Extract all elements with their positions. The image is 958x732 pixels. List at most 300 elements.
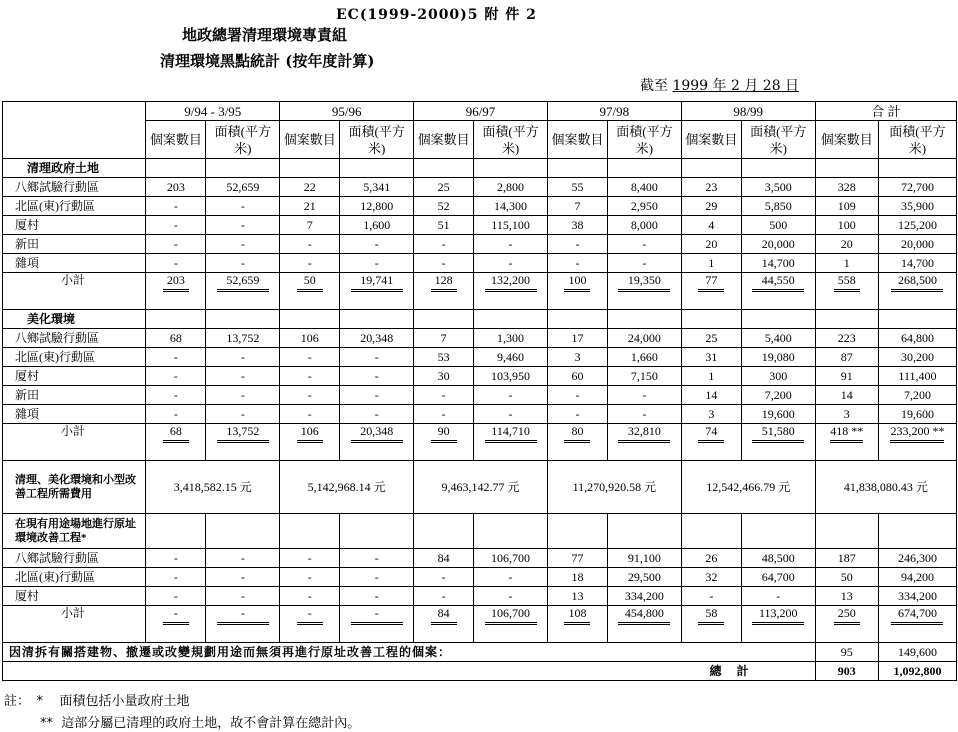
value-cell: 30 (414, 367, 474, 386)
value-cell: - (474, 405, 548, 424)
value-cell: - (280, 386, 340, 405)
value-cell: 20,348 (340, 329, 414, 348)
subtotal-value: 32,810 (618, 424, 670, 443)
value-cell: - (414, 254, 474, 273)
subtotal-label: 小計 (3, 606, 146, 643)
subtotal-cell (340, 606, 414, 643)
subtotal-value: 106 (297, 424, 323, 443)
value-cell: 91,100 (608, 549, 682, 568)
value-cell: 246,300 (878, 549, 956, 568)
value-cell: 64,800 (878, 329, 956, 348)
cases-header: 個案數目 (414, 121, 474, 159)
value-cell: 115,100 (474, 216, 548, 235)
subtotal-cell (340, 424, 414, 461)
note-2-text: 這部分屬已清理的政府土地，故不會計算在總計內。 (61, 716, 361, 731)
value-cell: 17 (547, 329, 607, 348)
cost-row (3, 461, 957, 514)
subtotal-label: 小計 (3, 424, 146, 461)
value-cell: - (206, 216, 280, 235)
value-cell: 64,700 (741, 568, 815, 587)
value-cell: 52,659 (206, 178, 280, 197)
subtotal-value: 674,700 (891, 606, 943, 625)
value-cell: 53 (414, 348, 474, 367)
value-cell: - (608, 235, 682, 254)
empty-cell (414, 310, 474, 329)
value-cell: 100 (815, 216, 878, 235)
header-columns-row (3, 121, 957, 159)
value-cell: 84 (414, 549, 474, 568)
row-label: 八鄉試驗行動區 (3, 549, 146, 568)
section-title-row (3, 159, 957, 178)
as-of-date-value: 1999 年 2 月 28 日 (672, 78, 800, 94)
value-cell: 3,500 (741, 178, 815, 197)
empty-cell (681, 514, 741, 549)
value-cell: 31 (681, 348, 741, 367)
value-cell: 7 (414, 329, 474, 348)
row-label: 厦村 (3, 216, 146, 235)
value-cell: - (681, 587, 741, 606)
value-cell: - (340, 549, 414, 568)
empty-cell (815, 514, 878, 549)
total-row (3, 662, 957, 681)
value-cell: - (280, 235, 340, 254)
row-label: 北區(東)行動區 (3, 348, 146, 367)
document-reference: EC(1999-2000)5 附 件 2 (336, 7, 537, 23)
subtotal-value: 106,700 (485, 606, 537, 625)
subtotal-value: 132,200 (485, 273, 537, 292)
value-cell: - (206, 549, 280, 568)
value-cell: 8,000 (608, 216, 682, 235)
subtotal-cell (815, 424, 878, 461)
value-cell: 68 (146, 329, 206, 348)
subtotal-value: 52,659 (217, 273, 269, 292)
cost-value: 11,270,920.58 元 (547, 461, 681, 514)
value-cell: - (206, 348, 280, 367)
subtotal-cell (741, 424, 815, 461)
value-cell: - (608, 386, 682, 405)
subtotal-cell (878, 424, 956, 461)
subtotal-row (3, 424, 957, 461)
value-cell: - (474, 568, 548, 587)
value-cell: - (146, 348, 206, 367)
subtotal-cell (608, 273, 682, 310)
value-cell: 14,700 (878, 254, 956, 273)
subtotal-value: 51,580 (752, 424, 804, 443)
value-cell: 19,080 (741, 348, 815, 367)
row-label: 厦村 (3, 587, 146, 606)
subtotal-cell (547, 424, 607, 461)
value-cell: - (414, 235, 474, 254)
value-cell: 3 (547, 348, 607, 367)
as-of-date (640, 75, 799, 95)
subtotal-value: 13,752 (217, 424, 269, 443)
table-row (3, 197, 957, 216)
value-cell: - (340, 348, 414, 367)
subtotal-cell (414, 424, 474, 461)
subtotal-value: - (217, 606, 269, 625)
value-cell: 4 (681, 216, 741, 235)
value-cell: - (206, 405, 280, 424)
empty-cell (206, 514, 280, 549)
value-cell: 19,600 (741, 405, 815, 424)
value-cell: 203 (146, 178, 206, 197)
row-label: 新田 (3, 386, 146, 405)
period-header: 合 計 (815, 102, 956, 121)
subtotal-value: 108 (564, 606, 590, 625)
value-cell: 30,200 (878, 348, 956, 367)
subtotal-cell (681, 606, 741, 643)
subtotal-value: 58 (698, 606, 724, 625)
value-cell: - (206, 197, 280, 216)
empty-cell (608, 514, 682, 549)
cost-value: 3,418,582.15 元 (146, 461, 280, 514)
value-cell: 87 (815, 348, 878, 367)
subtotal-value: 114,710 (485, 424, 537, 443)
subtotal-cell (414, 606, 474, 643)
empty-cell (280, 159, 340, 178)
empty-cell (206, 159, 280, 178)
cost-value: 5,142,968.14 元 (280, 461, 414, 514)
value-cell: - (280, 405, 340, 424)
cases-header: 個案數目 (146, 121, 206, 159)
value-cell: 500 (741, 216, 815, 235)
value-cell: 32 (681, 568, 741, 587)
subtotal-cell (414, 273, 474, 310)
note-2 (40, 712, 360, 731)
note-1-mark: 註： * (4, 694, 44, 709)
empty-cell (340, 514, 414, 549)
cases-header: 個案數目 (280, 121, 340, 159)
subtotal-value: - (297, 606, 323, 625)
area-header: 面積(平方米) (474, 121, 548, 159)
table-row (3, 367, 957, 386)
value-cell: - (608, 405, 682, 424)
value-cell: 334,200 (608, 587, 682, 606)
value-cell: 14,300 (474, 197, 548, 216)
subtotal-value: 20,348 (351, 424, 403, 443)
value-cell: 7,200 (741, 386, 815, 405)
value-cell: 2,800 (474, 178, 548, 197)
value-cell: 1 (815, 254, 878, 273)
value-cell: 14 (681, 386, 741, 405)
value-cell: 187 (815, 549, 878, 568)
period-header: 9/94 - 3/95 (146, 102, 280, 121)
empty-cell (741, 310, 815, 329)
subtotal-value: 233,200 ** (890, 424, 944, 443)
subtotal-cell (547, 606, 607, 643)
empty-cell (414, 159, 474, 178)
subtotal-value: - (163, 606, 189, 625)
table-row (3, 587, 957, 606)
value-cell: - (206, 254, 280, 273)
value-cell: 91 (815, 367, 878, 386)
value-cell: - (414, 568, 474, 587)
value-cell: - (206, 367, 280, 386)
empty-cell (878, 159, 956, 178)
value-cell: - (340, 235, 414, 254)
value-cell: 7 (547, 197, 607, 216)
value-cell: - (280, 568, 340, 587)
value-cell: 50 (815, 568, 878, 587)
subtotal-cell (280, 424, 340, 461)
subtotal-value: 113,200 (752, 606, 804, 625)
value-cell: 35,900 (878, 197, 956, 216)
period-header: 96/97 (414, 102, 548, 121)
subtotal-value: 250 (834, 606, 860, 625)
value-cell: 60 (547, 367, 607, 386)
value-cell: - (414, 587, 474, 606)
area-header: 面積(平方米) (608, 121, 682, 159)
value-cell: - (608, 254, 682, 273)
header-periods-row (3, 102, 957, 121)
value-cell: 77 (547, 549, 607, 568)
value-cell: 21 (280, 197, 340, 216)
value-cell: 3 (681, 405, 741, 424)
empty-cell (878, 514, 956, 549)
empty-cell (741, 514, 815, 549)
period-header: 98/99 (681, 102, 815, 121)
value-cell: 48,500 (741, 549, 815, 568)
value-cell: 20,000 (741, 235, 815, 254)
value-cell: 1,600 (340, 216, 414, 235)
demolish-row (3, 643, 957, 662)
empty-cell (474, 159, 548, 178)
value-cell: - (280, 348, 340, 367)
table-row (3, 348, 957, 367)
section-title: 美化環境 (3, 310, 146, 329)
row-label: 雜項 (3, 254, 146, 273)
subtotal-cell (608, 424, 682, 461)
subtotal-cell (146, 606, 206, 643)
row-label: 八鄉試驗行動區 (3, 178, 146, 197)
row-label: 新田 (3, 235, 146, 254)
value-cell: - (474, 386, 548, 405)
subtotal-value: 19,741 (351, 273, 403, 292)
value-cell: 5,341 (340, 178, 414, 197)
table-row (3, 549, 957, 568)
empty-cell (608, 159, 682, 178)
note-2-mark: ** (40, 716, 53, 731)
subtotal-value: 77 (698, 273, 724, 292)
value-cell: 103,950 (474, 367, 548, 386)
subtotal-value: 19,350 (618, 273, 670, 292)
empty-cell (340, 310, 414, 329)
subtotal-value: 454,800 (618, 606, 670, 625)
empty-cell (206, 310, 280, 329)
document-title: 清理環境黑點統計 (按年度計算) (160, 52, 375, 70)
value-cell: 23 (681, 178, 741, 197)
empty-cell (741, 159, 815, 178)
value-cell: 5,400 (741, 329, 815, 348)
period-header: 95/96 (280, 102, 414, 121)
table-row (3, 235, 957, 254)
subtotal-value: 418 ** (830, 424, 863, 443)
value-cell: - (280, 254, 340, 273)
empty-cell (146, 310, 206, 329)
value-cell: - (206, 587, 280, 606)
header-blank (3, 102, 146, 159)
empty-cell (146, 514, 206, 549)
subtotal-cell (608, 606, 682, 643)
as-of-prefix: 截至 (640, 78, 668, 94)
table-row (3, 405, 957, 424)
value-cell: 25 (414, 178, 474, 197)
subtotal-value: - (351, 606, 403, 625)
empty-cell (547, 310, 607, 329)
value-cell: - (414, 386, 474, 405)
value-cell: - (340, 367, 414, 386)
value-cell: - (280, 587, 340, 606)
value-cell: 106 (280, 329, 340, 348)
value-cell: 52 (414, 197, 474, 216)
table-row (3, 386, 957, 405)
value-cell: - (547, 405, 607, 424)
table-row (3, 178, 957, 197)
value-cell: 13 (547, 587, 607, 606)
row-label: 雜項 (3, 405, 146, 424)
subtotal-cell (146, 424, 206, 461)
value-cell: - (146, 367, 206, 386)
value-cell: - (280, 367, 340, 386)
row-label: 北區(東)行動區 (3, 197, 146, 216)
value-cell: 1 (681, 254, 741, 273)
value-cell: 29 (681, 197, 741, 216)
empty-cell (681, 310, 741, 329)
subtotal-value: 68 (163, 424, 189, 443)
value-cell: - (547, 386, 607, 405)
table-row (3, 568, 957, 587)
period-header: 97/98 (547, 102, 681, 121)
value-cell: - (340, 405, 414, 424)
value-cell: 55 (547, 178, 607, 197)
note-1 (4, 690, 190, 709)
value-cell: - (146, 587, 206, 606)
value-cell: 20,000 (878, 235, 956, 254)
cases-header: 個案數目 (815, 121, 878, 159)
subtotal-value: 203 (163, 273, 189, 292)
value-cell: - (206, 568, 280, 587)
total-cases: 903 (815, 662, 878, 681)
section-title: 在現有用途場地進行原址環境改善工程* (3, 514, 146, 549)
value-cell: 25 (681, 329, 741, 348)
value-cell: - (206, 235, 280, 254)
value-cell: 2,950 (608, 197, 682, 216)
value-cell: 106,700 (474, 549, 548, 568)
subtotal-cell (681, 424, 741, 461)
subtotal-cell (878, 273, 956, 310)
value-cell: - (146, 568, 206, 587)
subtotal-value: 80 (564, 424, 590, 443)
value-cell: - (547, 254, 607, 273)
value-cell: 1,300 (474, 329, 548, 348)
row-label: 北區(東)行動區 (3, 568, 146, 587)
subtotal-cell (206, 273, 280, 310)
value-cell: - (146, 235, 206, 254)
value-cell: 20 (681, 235, 741, 254)
table-row (3, 329, 957, 348)
value-cell: - (146, 254, 206, 273)
subtotal-cell (206, 606, 280, 643)
value-cell: 51 (414, 216, 474, 235)
total-area: 1,092,800 (878, 662, 956, 681)
empty-cell (474, 514, 548, 549)
value-cell: - (146, 549, 206, 568)
value-cell: 18 (547, 568, 607, 587)
value-cell: 7,150 (608, 367, 682, 386)
value-cell: 29,500 (608, 568, 682, 587)
subtotal-cell (474, 424, 548, 461)
empty-cell (280, 514, 340, 549)
value-cell: - (206, 386, 280, 405)
value-cell: 38 (547, 216, 607, 235)
value-cell: - (340, 386, 414, 405)
cost-value: 9,463,142.77 元 (414, 461, 548, 514)
value-cell: 3 (815, 405, 878, 424)
empty-cell (815, 310, 878, 329)
value-cell: - (474, 587, 548, 606)
table-row (3, 254, 957, 273)
value-cell: 72,700 (878, 178, 956, 197)
subtotal-value: 84 (431, 606, 457, 625)
empty-cell (681, 159, 741, 178)
value-cell: - (146, 197, 206, 216)
value-cell: 26 (681, 549, 741, 568)
value-cell: - (280, 549, 340, 568)
subtotal-cell (741, 606, 815, 643)
empty-cell (815, 159, 878, 178)
demolish-label: 因清拆有關搭建物、撤遷或改變規劃用途而無須再進行原址改善工程的個案： (3, 643, 816, 662)
value-cell: - (340, 254, 414, 273)
value-cell: 1,660 (608, 348, 682, 367)
subtotal-cell (206, 424, 280, 461)
row-label: 厦村 (3, 367, 146, 386)
empty-cell (146, 159, 206, 178)
empty-cell (547, 514, 607, 549)
empty-cell (340, 159, 414, 178)
section-title: 清理政府土地 (3, 159, 146, 178)
area-header: 面積(平方米) (741, 121, 815, 159)
cost-value: 41,838,080.43 元 (815, 461, 956, 514)
subtotal-cell (340, 273, 414, 310)
section-title-row (3, 514, 957, 549)
subtotal-value: 100 (564, 273, 590, 292)
total-label: 總 計 (3, 662, 816, 681)
subtotal-cell (474, 273, 548, 310)
subtotal-cell (146, 273, 206, 310)
row-label: 八鄉試驗行動區 (3, 329, 146, 348)
value-cell: 8,400 (608, 178, 682, 197)
value-cell: - (741, 587, 815, 606)
subtotal-cell (878, 606, 956, 643)
value-cell: - (146, 386, 206, 405)
value-cell: 328 (815, 178, 878, 197)
subtotal-label: 小計 (3, 273, 146, 310)
value-cell: 7,200 (878, 386, 956, 405)
statistics-table (2, 101, 957, 681)
subtotal-value: 74 (698, 424, 724, 443)
value-cell: 12,800 (340, 197, 414, 216)
demolish-area: 149,600 (878, 643, 956, 662)
value-cell: - (474, 235, 548, 254)
subtotal-cell (280, 273, 340, 310)
subtotal-value: 90 (431, 424, 457, 443)
value-cell: 223 (815, 329, 878, 348)
value-cell: 19,600 (878, 405, 956, 424)
value-cell: 300 (741, 367, 815, 386)
value-cell: - (414, 405, 474, 424)
subtotal-value: 128 (431, 273, 457, 292)
subtotal-value: 50 (297, 273, 323, 292)
